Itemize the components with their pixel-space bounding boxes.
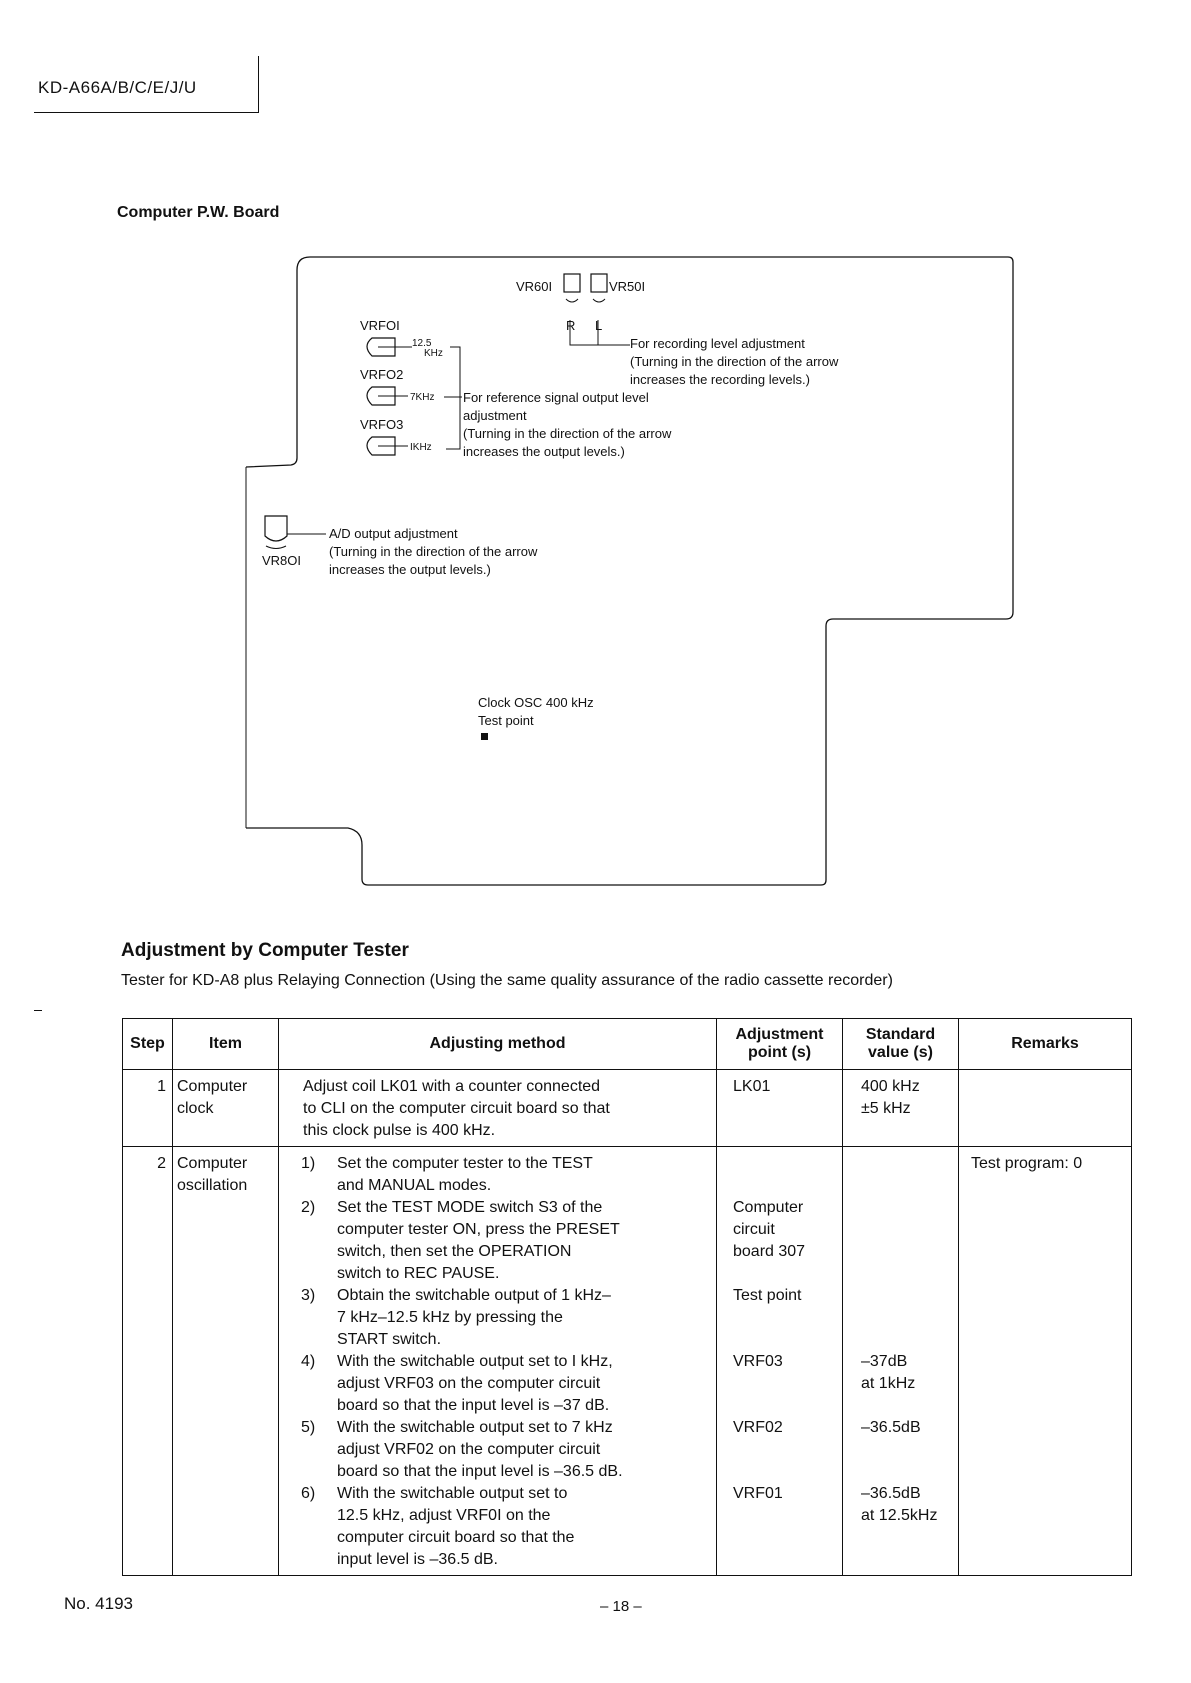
page-number: – 18 – [600,1598,642,1615]
vrf01-label: VRFOI [360,318,400,333]
header-item: Item [173,1019,279,1070]
board-title: Computer P.W. Board [117,204,280,221]
vr601-label: VR60I [516,279,553,294]
vrf03-freq: IKHz [410,442,432,453]
header-standard-line1: Standard [865,1026,936,1043]
board-outline-notch [246,257,310,467]
step-item: 6) With the switchable output set to 12.5 kHz, adjust VRF0I on the computer circuit board so that the input level is –36.5 dB. [301,1485,575,1568]
vrf02-freq: 7KHz [410,392,435,403]
clock-note-line2: Test point [478,713,534,728]
rec-note-line1: For recording level adjustment [630,336,805,351]
table-header-row [123,1019,1132,1070]
vrf01-freq-b: KHz [424,348,443,359]
vrf02-label: VRFO2 [360,367,404,382]
row1-method: Adjust coil LK01 with a counter connected to CLI on the computer circuit board so that this clock pulse is 400 kHz. [279,1070,717,1147]
vr801-icon [265,516,287,541]
table-row [123,1070,1132,1147]
step-item: 1) Set the computer tester to the TEST and MANUAL modes. [301,1155,593,1194]
header-remarks: Remarks [959,1019,1132,1070]
ad-note-line2: (Turning in the direction of the arrow [329,544,538,559]
vr501-icon [591,274,607,292]
test-point-icon [481,733,488,740]
row2-standards: –37dB at 1kHz –36.5dB –36.5dB at 12.5kHz [843,1147,959,1576]
table-row [123,1147,1132,1576]
header-step: Step [123,1019,173,1070]
rec-note-line2: (Turning in the direction of the arrow [630,354,839,369]
rotation-arrows-icon [566,299,605,302]
ref-note-line1: For reference signal output level [463,390,649,405]
section-subtitle: Tester for KD-A8 plus Relaying Connection (Using the same quality assurance of the radio cassette recorder) [121,972,893,989]
row1-standard: 400 kHz ±5 kHz [843,1070,959,1147]
row2-step: 2 [123,1147,173,1576]
vr501-label: VR50I [609,279,646,294]
ad-note-line3: increases the output levels.) [329,562,491,577]
document-number: No. 4193 [64,1594,133,1613]
margin-mark [34,1010,42,1011]
vr801-label: VR8OI [262,553,302,568]
model-number: KD-A66A/B/C/E/J/U [38,78,197,97]
header-standard-line2: value (s) [868,1044,933,1061]
ref-note-line4: increases the output levels.) [463,444,625,459]
clock-note-line1: Clock OSC 400 kHz [478,695,594,710]
r-label: R [566,318,576,333]
row2-method [279,1147,717,1576]
row2-points: Computer circuit board 307 Test point VRF03 VRF02 VRF01 [717,1147,843,1576]
row1-step: 1 [123,1070,173,1147]
l-label: L [595,318,603,333]
row1-remarks [959,1070,1132,1147]
ref-note-line2: adjustment [463,408,527,423]
step-item: 4) With the switchable output set to I kHz, adjust VRF03 on the computer circuit board so that the input level is –37 dB. [301,1353,613,1414]
adjustment-table [122,1018,1132,1576]
header-standard [843,1019,959,1070]
step-item: 5) With the switchable output set to 7 kHz adjust VRF02 on the computer circuit board so that the input level is –36.5 dB. [301,1419,623,1480]
step-item: 3) Obtain the switchable output of 1 kHz– 7 kHz–12.5 kHz by pressing the START switch. [301,1287,611,1348]
row1-item: Computer clock [173,1070,279,1147]
method-steps [279,1147,716,1575]
header-point-line2: point (s) [747,1044,812,1061]
header-point-line1: Adjustment [735,1026,824,1043]
row1-point: LK01 [717,1070,843,1147]
vrf03-label: VRFO3 [360,417,404,432]
ad-note-line1: A/D output adjustment [329,526,458,541]
ref-bracket [446,347,460,449]
header-method: Adjusting method [279,1019,717,1070]
row2-remarks: Test program: 0 [959,1147,1132,1576]
rec-note-line3: increases the recording levels.) [630,372,810,387]
header-point [717,1019,843,1070]
step-item: 2) Set the TEST MODE switch S3 of the computer tester ON, press the PRESET switch, then set the OPERATION switch to REC PAUSE. [301,1199,620,1282]
vrf01-freq-a: 12.5 [412,338,432,349]
ref-note-line3: (Turning in the direction of the arrow [463,426,672,441]
row2-item: Computer oscillation [173,1147,279,1576]
vr601-icon [564,274,580,292]
section-title: Adjustment by Computer Tester [121,940,409,961]
